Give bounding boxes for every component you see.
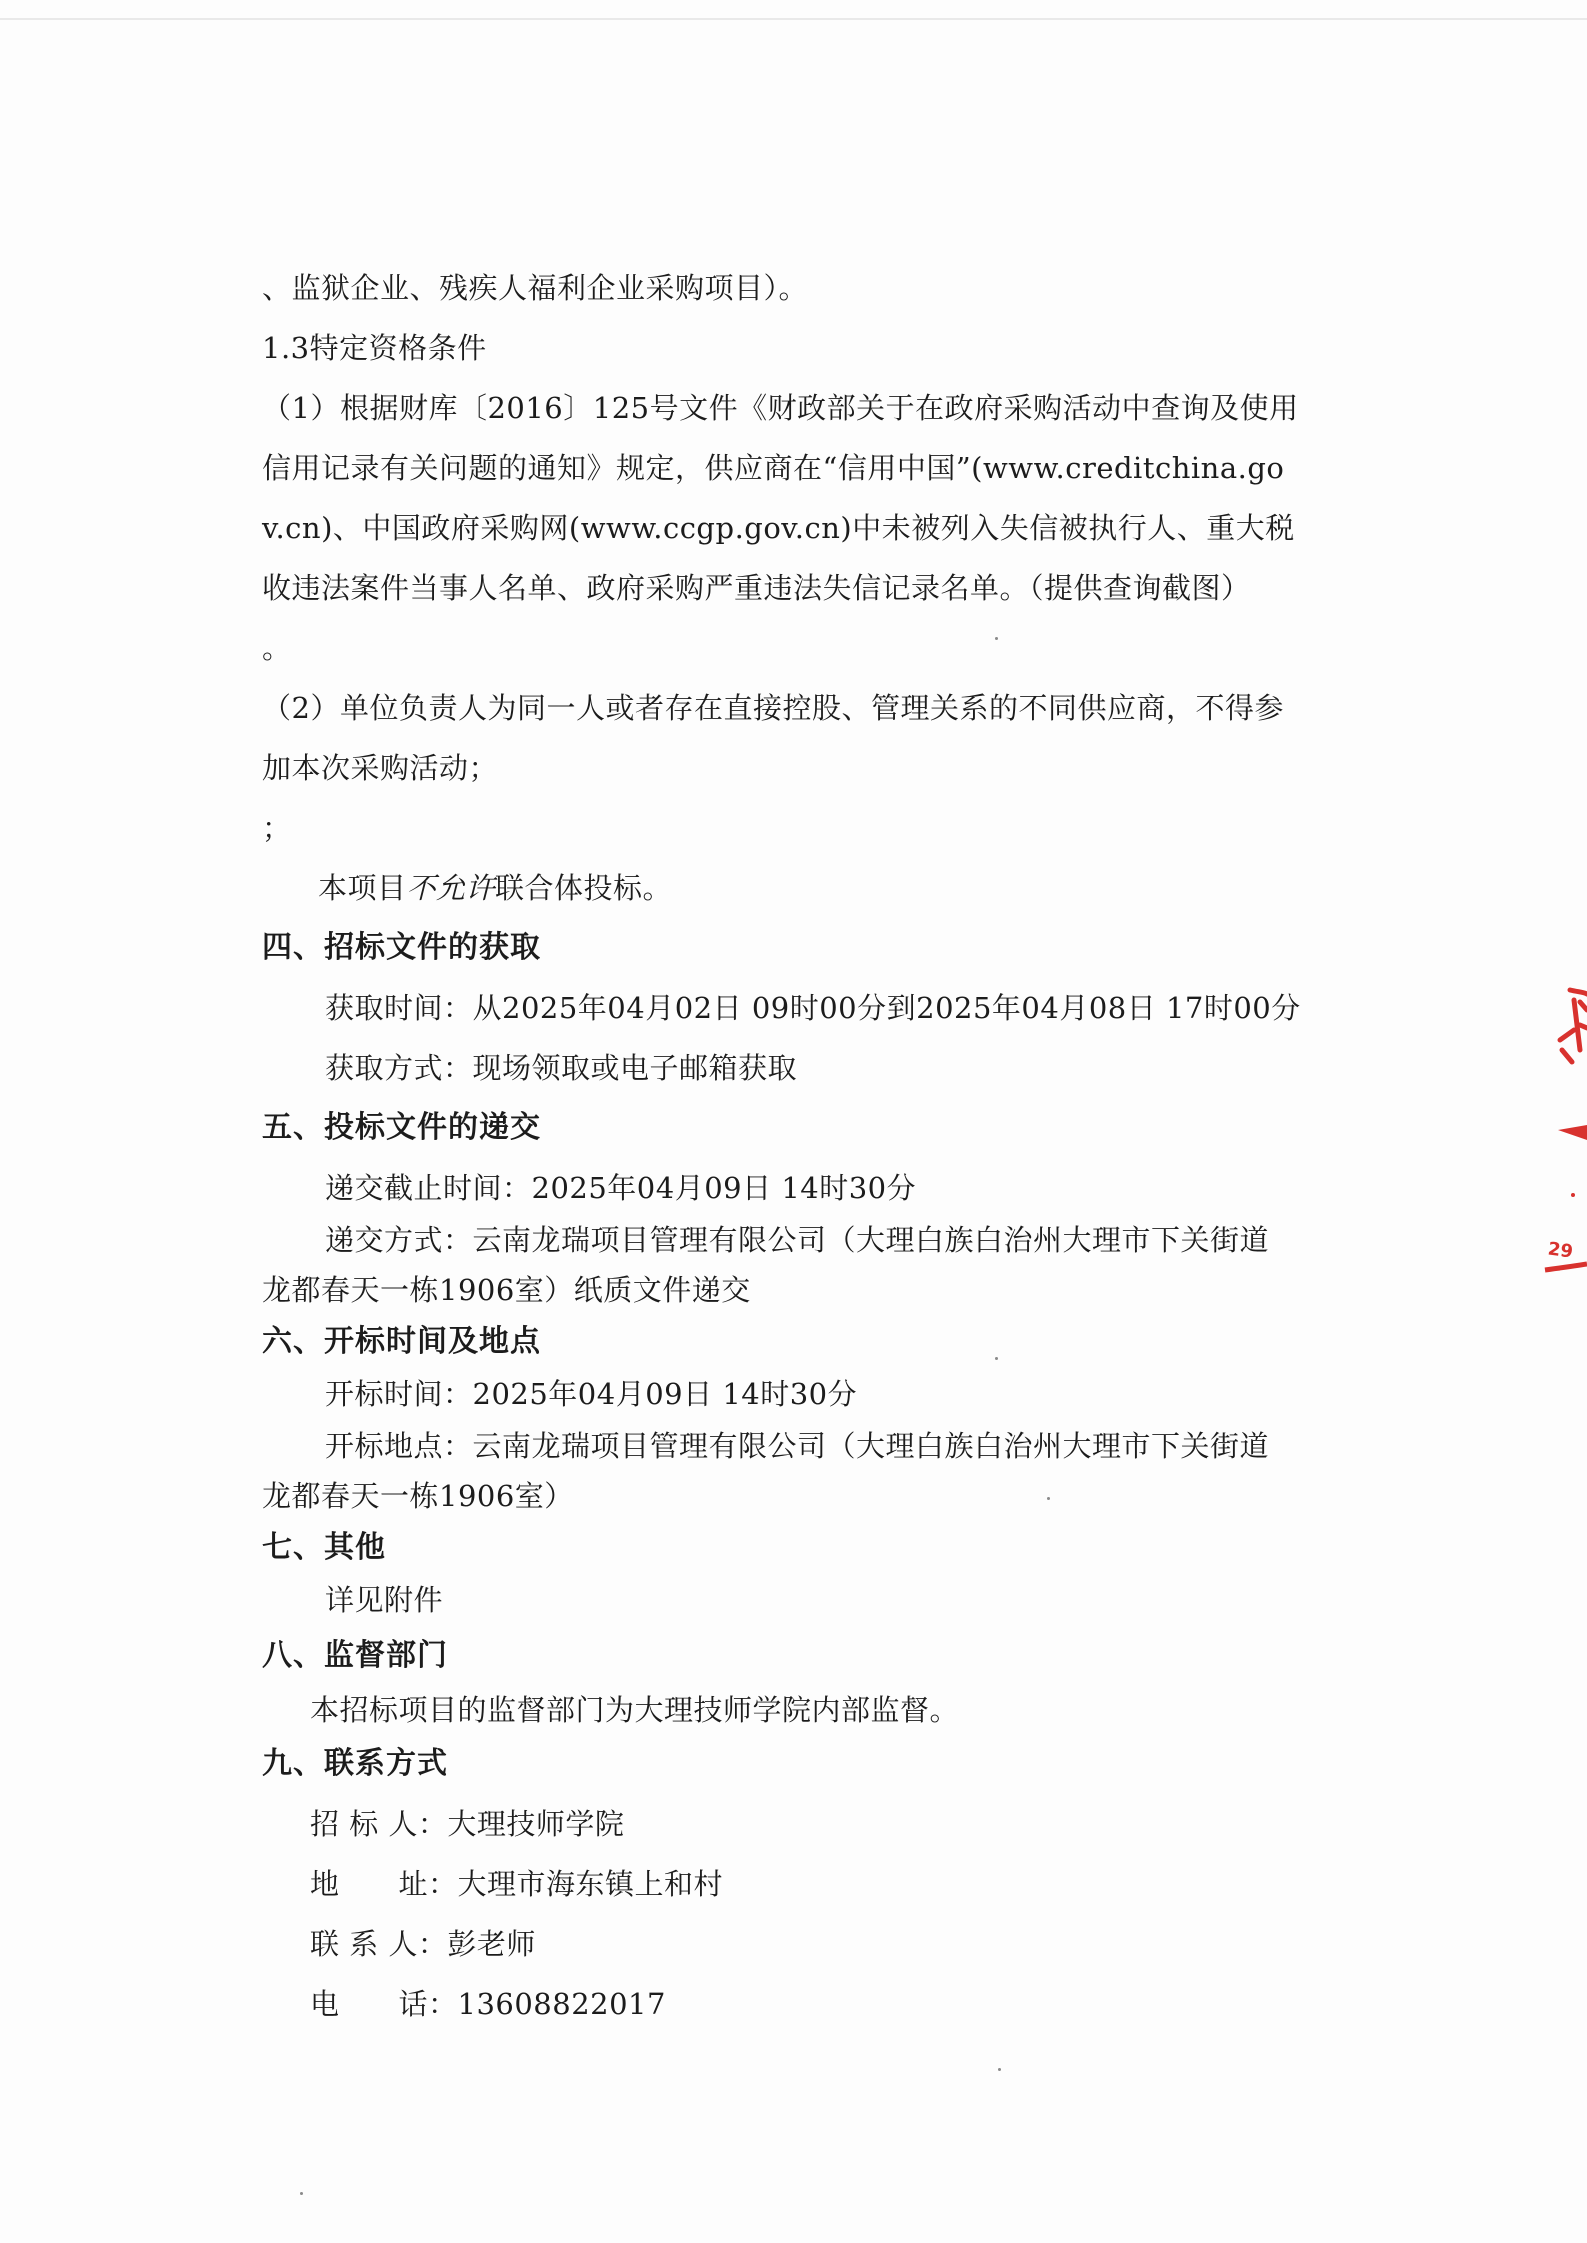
text-line: 龙都春天一栋1906室）纸质文件递交 [262, 1273, 751, 1307]
text-line: 、监狱企业、残疾人福利企业采购项目）。 [262, 271, 809, 305]
text-line: ； [262, 811, 292, 845]
scan-speck [300, 2192, 303, 2195]
contact-person: 联 系 人：彭老师 [310, 1927, 536, 1961]
text-line: 开标地点：云南龙瑞项目管理有限公司（大理白族白治州大理市下关街道 [325, 1429, 1270, 1463]
text-line: 递交截止时间：2025年04月09日 14时30分 [325, 1171, 917, 1205]
consortium-note [318, 870, 672, 906]
contact-address: 地 址：大理市海东镇上和村 [310, 1867, 724, 1901]
text-line: 。 [262, 631, 292, 665]
scan-speck [998, 2068, 1001, 2071]
text-line: （1）根据财库〔2016〕125号文件《财政部关于在政府采购活动中查询及使用 [262, 391, 1299, 425]
text-line: 龙都春天一栋1906室） [262, 1479, 574, 1513]
stamp-fragment-number: 29 [1546, 1238, 1575, 1263]
italic-fragment: 不允许 [406, 871, 496, 905]
text-line: 加本次采购活动； [262, 751, 499, 785]
section-heading: 九、联系方式 [262, 1746, 448, 1781]
text-line: 获取时间：从2025年04月02日 09时00分到2025年04月08日 17时00分 [325, 991, 1301, 1025]
text-line: 获取方式：现场领取或电子邮箱获取 [325, 1051, 798, 1085]
section-heading: 八、监督部门 [262, 1638, 448, 1673]
text-fragment: 联合体投标。 [495, 871, 673, 905]
scan-speck [995, 637, 998, 640]
section-heading: 六、开标时间及地点 [262, 1324, 541, 1359]
text-line: 本招标项目的监督部门为大理技师学院内部监督。 [310, 1693, 960, 1727]
text-line: 开标时间：2025年04月09日 14时30分 [325, 1377, 858, 1411]
text-line: v.cn)、中国政府采购网(www.ccgp.gov.cn)中未被列入失信被执行人、重大税 [262, 511, 1295, 545]
text-line: （2）单位负责人为同一人或者存在直接控股、管理关系的不同供应商，不得参 [262, 691, 1284, 725]
scan-edge [0, 18, 1587, 20]
section-heading: 五、投标文件的递交 [262, 1110, 541, 1145]
contact-phone: 电 话：13608822017 [310, 1987, 666, 2021]
contact-tenderer: 招 标 人：大理技师学院 [310, 1807, 625, 1841]
text-fragment: 本项目 [318, 871, 407, 905]
text-line: 详见附件 [325, 1583, 444, 1617]
text-line: 信用记录有关问题的通知》规定，供应商在“信用中国”(www.creditchina.go [262, 451, 1285, 485]
seal-stamp-fragment [1540, 980, 1587, 1290]
section-heading: 四、招标文件的获取 [262, 930, 541, 965]
scan-speck [995, 1357, 998, 1360]
text-line: 递交方式：云南龙瑞项目管理有限公司（大理白族白治州大理市下关街道 [325, 1223, 1270, 1257]
section-heading: 七、其他 [262, 1530, 386, 1565]
text-line: 收违法案件当事人名单、政府采购严重违法失信记录名单。（提供查询截图） [262, 571, 1251, 605]
text-line: 1.3特定资格条件 [262, 331, 487, 365]
scan-speck [1047, 1497, 1050, 1500]
